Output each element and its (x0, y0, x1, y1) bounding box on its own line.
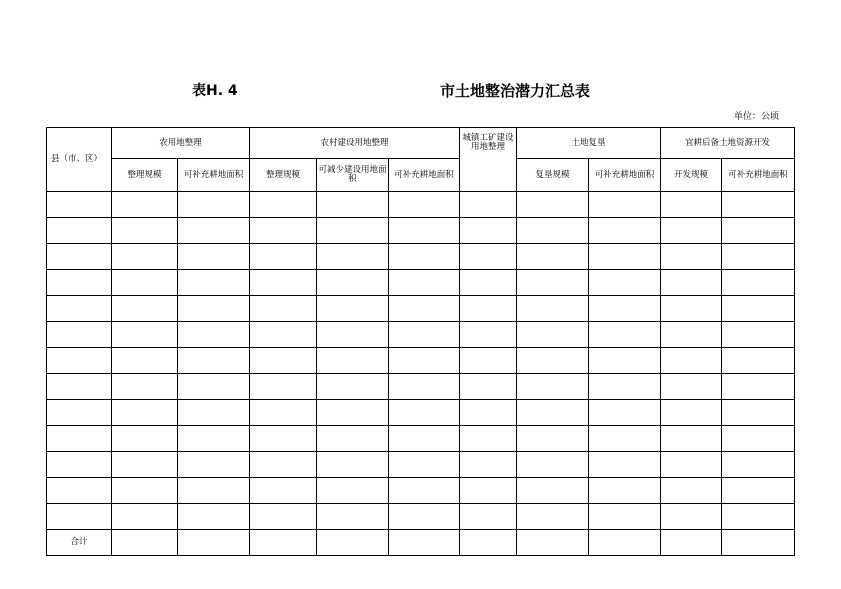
table-cell (178, 400, 250, 426)
table-cell (460, 270, 517, 296)
table-cell (112, 426, 178, 452)
table-cell (661, 426, 722, 452)
table-cell (47, 218, 112, 244)
group-header-farmland: 农用地整理 (112, 128, 250, 159)
table-cell (589, 244, 661, 270)
table-cell (178, 192, 250, 218)
table-row (47, 322, 795, 348)
table-cell (517, 322, 589, 348)
table-cell (178, 530, 250, 556)
table-cell (722, 192, 795, 218)
table-cell (589, 504, 661, 530)
table-cell (112, 348, 178, 374)
table-cell (178, 296, 250, 322)
sub-header: 可补充耕地面积 (722, 159, 795, 192)
table-cell (112, 218, 178, 244)
table-cell (317, 478, 389, 504)
table-cell (47, 504, 112, 530)
table-cell (589, 322, 661, 348)
table-cell (178, 244, 250, 270)
table-cell (460, 374, 517, 400)
sub-header: 可减少建设用地面积 (317, 159, 389, 192)
table-cell (250, 322, 317, 348)
table-cell (250, 504, 317, 530)
table-cell (250, 530, 317, 556)
table-cell (661, 478, 722, 504)
table-cell (389, 400, 460, 426)
table-row (47, 296, 795, 322)
table-cell (112, 478, 178, 504)
county-header: 县（市、区） (47, 128, 112, 192)
table-cell (460, 322, 517, 348)
total-label: 合计 (47, 530, 112, 556)
group-header-reserve-development: 宜耕后备土地资源开发 (661, 128, 795, 159)
table-cell (317, 270, 389, 296)
table-row (47, 478, 795, 504)
table-cell (517, 218, 589, 244)
table-cell (389, 374, 460, 400)
table-row (47, 270, 795, 296)
table-cell (722, 504, 795, 530)
table-row (47, 244, 795, 270)
table-cell (112, 504, 178, 530)
table-cell (47, 270, 112, 296)
table-cell (178, 348, 250, 374)
table-cell (460, 478, 517, 504)
table-cell (722, 270, 795, 296)
table-cell (317, 530, 389, 556)
table-cell (722, 296, 795, 322)
table-cell (250, 348, 317, 374)
table-cell (722, 452, 795, 478)
table-cell (178, 270, 250, 296)
table-cell (389, 530, 460, 556)
table-cell (517, 270, 589, 296)
table-cell (589, 426, 661, 452)
table-cell (112, 270, 178, 296)
table-cell (317, 452, 389, 478)
page-title: 市土地整治潜力汇总表 (440, 82, 591, 100)
table-cell (661, 348, 722, 374)
sub-header: 可补充耕地面积 (178, 159, 250, 192)
table-cell (112, 374, 178, 400)
table-cell (589, 296, 661, 322)
table-cell (661, 322, 722, 348)
table-cell (460, 244, 517, 270)
table-cell (317, 322, 389, 348)
table-cell (250, 452, 317, 478)
table-cell (317, 218, 389, 244)
table-cell (517, 296, 589, 322)
unit-label: 单位：公顷 (734, 112, 780, 122)
table-cell (517, 192, 589, 218)
table-cell (661, 192, 722, 218)
table-cell (250, 426, 317, 452)
table-cell (460, 400, 517, 426)
table-cell (112, 192, 178, 218)
table-row (47, 374, 795, 400)
table-cell (317, 374, 389, 400)
table-cell (589, 478, 661, 504)
table-cell (589, 452, 661, 478)
table-cell (112, 530, 178, 556)
table-cell (178, 218, 250, 244)
table-cell (589, 270, 661, 296)
table-cell (722, 348, 795, 374)
table-cell (317, 192, 389, 218)
table-cell (517, 426, 589, 452)
table-cell (317, 348, 389, 374)
table-cell (661, 270, 722, 296)
table-cell (389, 296, 460, 322)
table-cell (589, 218, 661, 244)
table-cell (250, 192, 317, 218)
table-cell (47, 400, 112, 426)
table-cell (589, 400, 661, 426)
group-header-rural-construction: 农村建设用地整理 (250, 128, 460, 159)
table-cell (389, 192, 460, 218)
table-cell (317, 504, 389, 530)
table-cell (47, 426, 112, 452)
table-cell (250, 296, 317, 322)
sub-header: 可补充耕地面积 (389, 159, 460, 192)
table-cell (589, 530, 661, 556)
table-cell (47, 348, 112, 374)
table-cell (47, 244, 112, 270)
table-cell (722, 374, 795, 400)
table-cell (517, 504, 589, 530)
table-cell (250, 218, 317, 244)
table-cell (178, 322, 250, 348)
table-cell (517, 530, 589, 556)
sub-header: 开发规模 (661, 159, 722, 192)
table-cell (317, 400, 389, 426)
table-cell (250, 270, 317, 296)
table-cell (722, 218, 795, 244)
table-cell (460, 218, 517, 244)
sub-header: 整理规模 (250, 159, 317, 192)
table-cell (661, 452, 722, 478)
table-cell (178, 426, 250, 452)
table-cell (317, 426, 389, 452)
table-cell (112, 452, 178, 478)
table-cell (389, 218, 460, 244)
table-row (47, 192, 795, 218)
table-cell (517, 452, 589, 478)
table-cell (722, 426, 795, 452)
table-cell (389, 504, 460, 530)
table-cell (589, 192, 661, 218)
table-cell (460, 530, 517, 556)
table-cell (112, 296, 178, 322)
table-cell (389, 478, 460, 504)
table-cell (460, 296, 517, 322)
table-cell (47, 478, 112, 504)
table-cell (589, 348, 661, 374)
table-cell (722, 478, 795, 504)
table-cell (661, 218, 722, 244)
table-cell (661, 530, 722, 556)
sub-header: 可补充耕地面积 (589, 159, 661, 192)
table-cell (517, 374, 589, 400)
table-cell (47, 322, 112, 348)
table-row (47, 504, 795, 530)
table-cell (389, 322, 460, 348)
table-cell (47, 296, 112, 322)
table-cell (517, 348, 589, 374)
table-cell (661, 244, 722, 270)
group-header-urban-construction: 城镇工矿建设用地整理 (460, 128, 517, 192)
table-cell (517, 478, 589, 504)
table-cell (178, 452, 250, 478)
table-cell (250, 374, 317, 400)
table-cell (661, 504, 722, 530)
table-cell (250, 478, 317, 504)
summary-table (46, 127, 795, 556)
table-row (47, 218, 795, 244)
table-cell (178, 374, 250, 400)
table-cell (389, 244, 460, 270)
table-cell (389, 348, 460, 374)
table-cell (389, 426, 460, 452)
table-cell (178, 478, 250, 504)
table-cell (517, 244, 589, 270)
table-cell (47, 374, 112, 400)
table-cell (460, 504, 517, 530)
total-row (47, 530, 795, 556)
table-cell (112, 400, 178, 426)
table-cell (460, 426, 517, 452)
table-cell (722, 244, 795, 270)
table-cell (661, 400, 722, 426)
sub-header: 整理规模 (112, 159, 178, 192)
table-cell (722, 530, 795, 556)
table-cell (317, 244, 389, 270)
table-cell (389, 452, 460, 478)
table-cell (47, 192, 112, 218)
table-cell (112, 244, 178, 270)
table-cell (460, 348, 517, 374)
table-cell (317, 296, 389, 322)
table-row (47, 452, 795, 478)
table-cell (589, 374, 661, 400)
table-number: 表H. 4 (192, 83, 238, 99)
table-cell (661, 296, 722, 322)
table-cell (389, 270, 460, 296)
table-cell (517, 400, 589, 426)
table-cell (722, 400, 795, 426)
table-row (47, 348, 795, 374)
table-row (47, 426, 795, 452)
table-cell (178, 504, 250, 530)
sub-header: 复垦规模 (517, 159, 589, 192)
table-cell (661, 374, 722, 400)
table-cell (460, 452, 517, 478)
table-row (47, 400, 795, 426)
table-cell (722, 322, 795, 348)
table-cell (460, 192, 517, 218)
table-cell (112, 322, 178, 348)
table-cell (250, 400, 317, 426)
table-cell (47, 452, 112, 478)
table-cell (250, 244, 317, 270)
group-header-reclamation: 土地复垦 (517, 128, 661, 159)
